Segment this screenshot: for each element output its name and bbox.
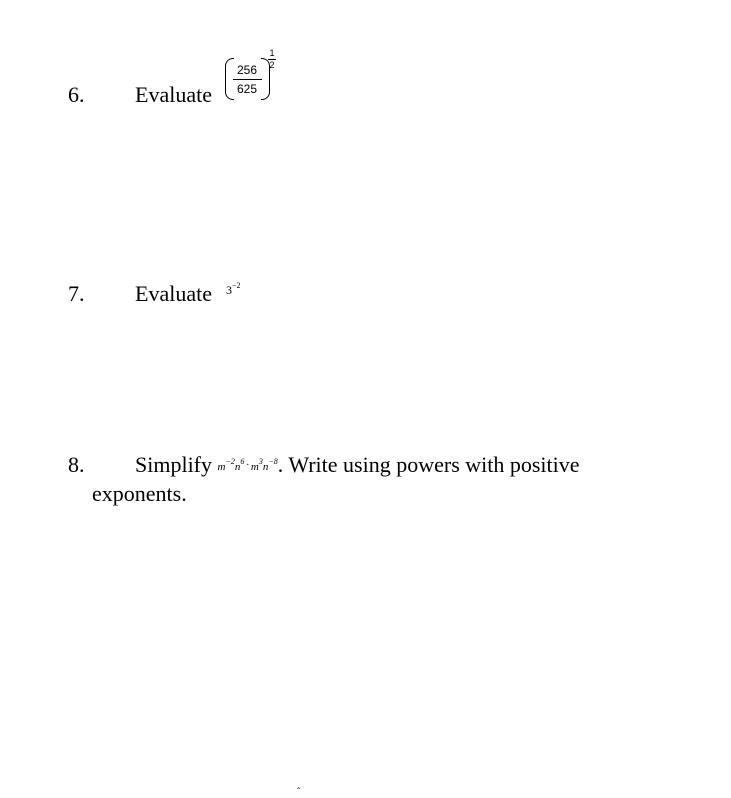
question-7-expression — [226, 283, 241, 299]
question-8-continuation: exponents. — [92, 481, 187, 506]
term-m: m — [217, 461, 226, 473]
question-8-number: 8. — [68, 452, 85, 477]
power-base: 3 — [226, 283, 232, 297]
exponent-numerator: 1 — [269, 48, 275, 58]
question-8-expression — [218, 459, 278, 475]
fraction-denominator: 625 — [236, 82, 258, 96]
exponent-denominator: 2 — [269, 60, 275, 70]
power-exponent: −2 — [232, 281, 241, 290]
question-6-expression — [224, 48, 284, 108]
fraction-numerator: 256 — [236, 63, 258, 77]
exponent-m: −2 — [225, 457, 235, 466]
exponent-n: 6 — [240, 457, 245, 466]
multiply-dot: · — [246, 460, 249, 471]
question-7-number: 7. — [68, 281, 85, 306]
question-8-instruction: . Write using powers with positive — [277, 452, 580, 477]
term-m-2: m — [250, 461, 259, 473]
question-7-prompt: Evaluate — [135, 281, 212, 306]
question-6-number: 6. — [68, 82, 85, 107]
fraction-bar — [233, 79, 262, 80]
term-n: n — [234, 461, 241, 473]
page-bottom-mark: ˆ — [297, 787, 301, 798]
question-8-prompt-line — [135, 454, 580, 476]
exponent-m-2: 3 — [258, 457, 263, 466]
question-6-prompt: Evaluate — [135, 82, 212, 107]
exponent-n-2: −8 — [268, 457, 278, 466]
question-8-verb: Simplify — [135, 452, 213, 477]
term-n-2: n — [262, 461, 269, 473]
